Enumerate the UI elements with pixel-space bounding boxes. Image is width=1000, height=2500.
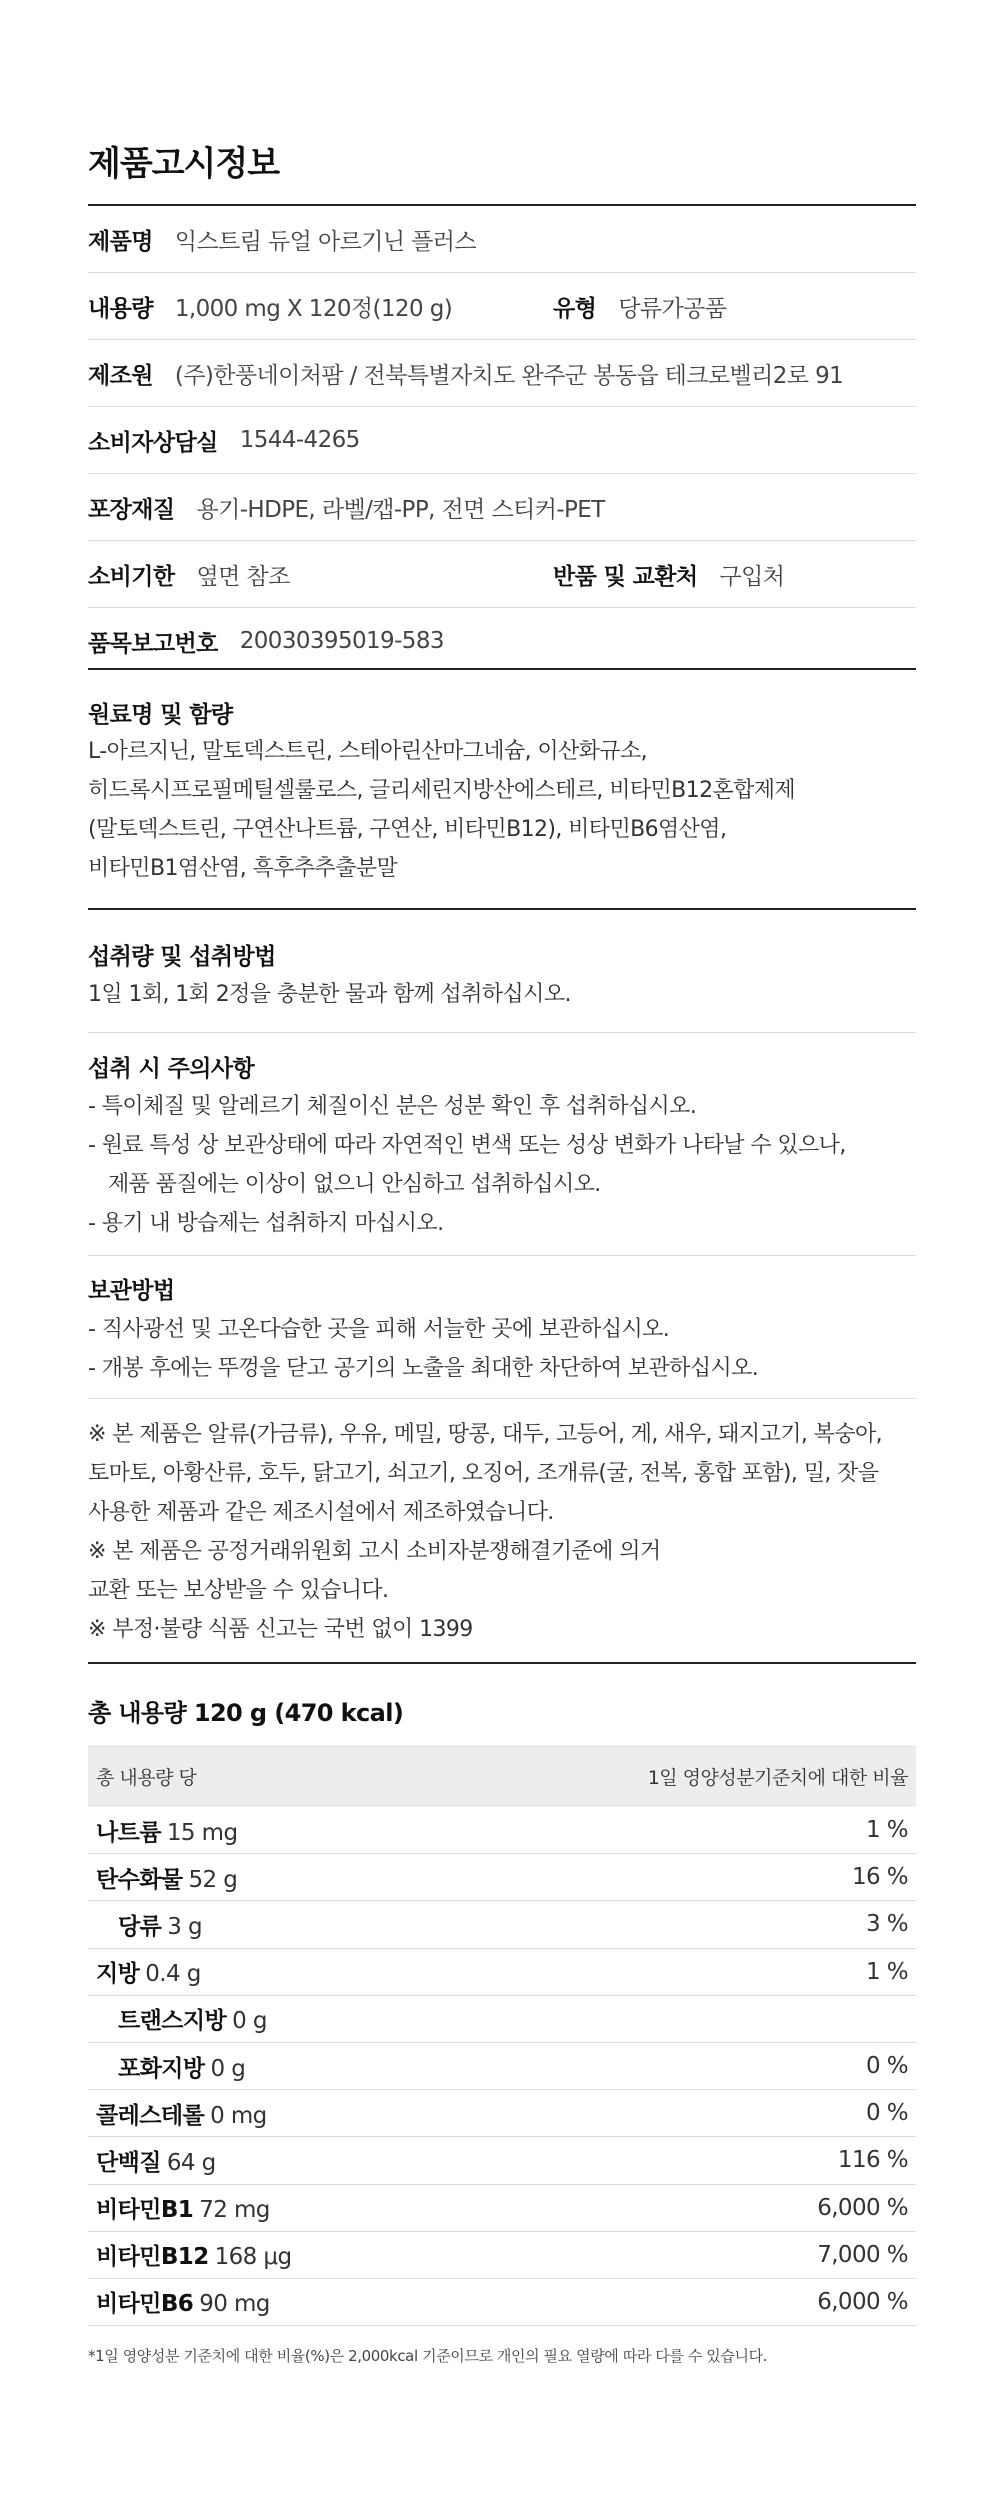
nutrient-name: 탄수화물 <box>96 1866 183 1893</box>
info-row-report-number <box>88 608 916 674</box>
nutrient-name: 나트륨 <box>96 1819 161 1846</box>
nutrient-label <box>96 2097 267 2130</box>
section-divider <box>88 1398 916 1399</box>
section-divider <box>88 668 916 670</box>
nutrient-label <box>96 1908 202 1941</box>
notice-line: 토마토, 아황산류, 호두, 닭고기, 쇠고기, 오징어, 조개류(굴, 전복, 홍합 포함), 밀, 잣을 <box>88 1461 879 1486</box>
nutrient-name: 트랜스지방 <box>118 2008 227 2035</box>
nutrition-rows <box>88 1807 916 2326</box>
nutrition-row <box>88 2137 916 2184</box>
ingredients-line: (말토덱스트린, 구연산나트륨, 구연산, 비타민B12), 비타민B6염산염, <box>88 817 727 842</box>
info-value: 익스트림 듀얼 아르기닌 플러스 <box>174 228 477 255</box>
info-label: 소비자상담실 <box>88 429 218 456</box>
info-value: 1,000 mg X 120정(120 g) <box>174 295 453 322</box>
info-value: 구입처 <box>719 563 785 590</box>
section-divider <box>88 1255 916 1256</box>
info-label: 품목보고번호 <box>88 630 218 657</box>
info-value: 용기-HDPE, 라벨/캡-PP, 전면 스티커-PET <box>196 496 605 523</box>
nutrient-amount: 90 mg <box>199 2291 270 2318</box>
nutrition-table <box>88 1745 916 2326</box>
section-divider <box>88 1032 916 1033</box>
nutrient-daily-value: 0 % <box>866 2100 908 2127</box>
info-value: 옆면 참조 <box>196 563 290 590</box>
nutrient-label <box>96 2238 291 2271</box>
nutrient-daily-value: 7,000 % <box>817 2241 908 2268</box>
nutrition-footnote: *1일 영양성분 기준치에 대한 비율(%)은 2,000kcal 기준이므로 개인의 필요 열량에 따라 다를 수 있습니다. <box>88 2347 768 2365</box>
info-value: 20030395019-583 <box>239 628 444 654</box>
nutrient-name: 포화지방 <box>118 2055 205 2082</box>
info-label: 내용량 <box>88 295 153 322</box>
nutrient-name: 비타민B6 <box>96 2291 194 2318</box>
notice-line: ※ 본 제품은 알류(가금류), 우유, 메밀, 땅콩, 대두, 고등어, 게, 새우, 돼지고기, 복숭아, <box>88 1422 883 1447</box>
nutrition-row <box>88 1949 916 1996</box>
nutrient-daily-value: 0 % <box>866 2053 908 2080</box>
info-row-expiry <box>88 541 916 607</box>
nutrient-name: 지방 <box>96 1961 140 1988</box>
info-label: 포장재질 <box>88 496 175 523</box>
nutrient-name: 단백질 <box>96 2149 161 2176</box>
info-row-packaging <box>88 474 916 540</box>
info-label: 유형 <box>553 295 597 322</box>
nutrient-amount: 168 μg <box>214 2244 292 2271</box>
storage-line: - 개봉 후에는 뚜껑을 닫고 공기의 노출을 최대한 차단하여 보관하십시오. <box>88 1356 759 1381</box>
nutrient-amount: 64 g <box>166 2149 216 2176</box>
nutrient-amount: 0 mg <box>210 2102 267 2129</box>
nutrient-label <box>96 2285 270 2318</box>
info-label: 소비기한 <box>88 563 175 590</box>
nutrient-daily-value: 6,000 % <box>817 2288 908 2315</box>
nutrient-label <box>96 2002 267 2035</box>
nutrient-daily-value: 6,000 % <box>817 2194 908 2221</box>
nutrient-daily-value: 116 % <box>837 2147 908 2174</box>
section-divider <box>88 1662 916 1664</box>
nutrient-amount: 0.4 g <box>145 1961 201 1988</box>
notice-line: ※ 부정·불량 식품 신고는 국번 없이 1399 <box>88 1617 473 1642</box>
caution-line: 제품 품질에는 이상이 없으니 안심하고 섭취하십시오. <box>108 1172 601 1197</box>
nutrient-amount: 52 g <box>188 1866 238 1893</box>
caution-title: 섭취 시 주의사항 <box>88 1056 255 1082</box>
info-row-consumer-center <box>88 407 916 473</box>
info-row-manufacturer <box>88 340 916 406</box>
nutrient-label <box>96 1955 201 1988</box>
info-value: 1544-4265 <box>239 427 360 453</box>
caution-line: - 원료 특성 상 보관상태에 따라 자연적인 변색 또는 성상 변화가 나타날 수 있으나, <box>88 1133 846 1158</box>
ingredients-line: 비타민B1염산염, 흑후추추출분말 <box>88 856 398 881</box>
caution-line: - 특이체질 및 알레르기 체질이신 분은 성분 확인 후 섭취하십시오. <box>88 1094 697 1119</box>
ingredients-line: 히드록시프로필메틸셀룰로스, 글리세린지방산에스테르, 비타민B12혼합제제 <box>88 778 796 803</box>
nutrient-daily-value: 1 % <box>866 1817 908 1844</box>
info-label: 반품 및 교환처 <box>553 563 698 590</box>
nutrient-amount: 0 g <box>210 2055 246 2082</box>
nutrient-amount: 15 mg <box>166 1819 238 1846</box>
nutrition-row <box>88 2185 916 2232</box>
intake-title: 섭취량 및 섭취방법 <box>88 944 276 970</box>
info-row-content-amount <box>88 273 916 339</box>
nutrient-label <box>96 2050 245 2083</box>
nutrient-daily-value: 1 % <box>866 1958 908 1985</box>
header-left: 총 내용량 당 <box>96 1766 197 1789</box>
ingredients-line: L-아르지닌, 말토덱스트린, 스테아린산마그네슘, 이산화규소, <box>88 739 648 764</box>
caution-text <box>88 1087 916 1243</box>
info-value: 당류가공품 <box>618 295 727 322</box>
nutrition-row <box>88 1807 916 1854</box>
allergy-notice <box>88 1415 916 1649</box>
storage-title: 보관방법 <box>88 1278 175 1304</box>
nutrition-row <box>88 2043 916 2090</box>
info-label: 제품명 <box>88 228 153 255</box>
info-row-product-name <box>88 206 916 272</box>
page-title: 제품고시정보 <box>88 144 280 184</box>
notice-line: ※ 본 제품은 공정거래위원회 고시 소비자분쟁해결기준에 의거 <box>88 1539 661 1564</box>
intake-line: 1일 1회, 1회 2정을 충분한 물과 함께 섭취하십시오. <box>88 982 571 1007</box>
nutrition-row <box>88 2232 916 2279</box>
nutrient-label <box>96 2191 270 2224</box>
nutrient-name: 비타민B12 <box>96 2244 209 2271</box>
nutrition-row <box>88 1996 916 2043</box>
nutrition-row <box>88 1854 916 1901</box>
nutrient-amount: 72 mg <box>199 2197 270 2224</box>
notice-line: 교환 또는 보상받을 수 있습니다. <box>88 1578 389 1603</box>
storage-text <box>88 1310 916 1388</box>
nutrition-total: 총 내용량 120 g (470 kcal) <box>88 1699 404 1727</box>
nutrition-row <box>88 1901 916 1948</box>
caution-line: - 용기 내 방습제는 섭취하지 마십시오. <box>88 1211 444 1236</box>
intake-text <box>88 975 916 1014</box>
storage-line: - 직사광선 및 고온다습한 곳을 피해 서늘한 곳에 보관하십시오. <box>88 1317 670 1342</box>
nutrient-amount: 0 g <box>232 2008 267 2035</box>
nutrition-row <box>88 2279 916 2326</box>
nutrient-name: 콜레스테롤 <box>96 2102 205 2129</box>
nutrient-label <box>96 2144 216 2177</box>
ingredients-text <box>88 732 916 888</box>
info-label: 제조원 <box>88 362 153 389</box>
nutrient-amount: 3 g <box>167 1913 202 1940</box>
info-value: (주)한풍네이처팜 / 전북특별자치도 완주군 봉동읍 테크로벨리2로 91 <box>174 362 844 389</box>
nutrient-label <box>96 1814 237 1847</box>
nutrition-row <box>88 2090 916 2137</box>
section-divider <box>88 908 916 910</box>
nutrient-label <box>96 1861 237 1894</box>
nutrient-name: 비타민B1 <box>96 2197 194 2224</box>
nutrient-daily-value: 16 % <box>851 1864 908 1891</box>
nutrition-table-header <box>88 1745 916 1807</box>
ingredients-title: 원료명 및 함량 <box>88 702 233 728</box>
nutrient-daily-value: 3 % <box>866 1911 908 1938</box>
nutrient-name: 당류 <box>118 1913 162 1940</box>
header-right: 1일 영양성분기준치에 대한 비율 <box>647 1766 908 1789</box>
notice-line: 사용한 제품과 같은 제조시설에서 제조하였습니다. <box>88 1500 554 1525</box>
